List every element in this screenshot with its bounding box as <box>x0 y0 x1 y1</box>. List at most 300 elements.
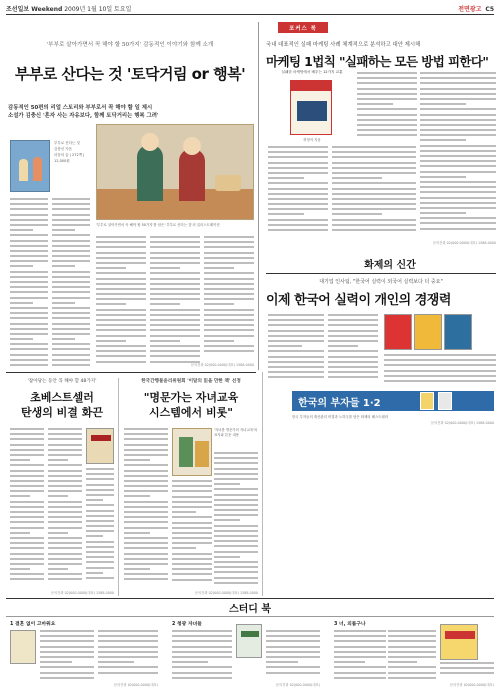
text-line <box>172 532 212 534</box>
text-line <box>172 480 212 482</box>
text-line <box>357 129 417 131</box>
text-line <box>124 501 168 503</box>
text-line <box>268 172 328 174</box>
text-line <box>172 573 212 575</box>
text-line <box>98 646 158 648</box>
text-line <box>328 340 378 342</box>
study-item-2-body-col-1 <box>172 630 232 686</box>
text-line <box>10 568 30 570</box>
text-line <box>172 666 232 668</box>
text-line <box>10 255 48 257</box>
text-line <box>124 578 168 580</box>
text-line <box>332 224 416 226</box>
top-left-body-col-3 <box>96 236 146 368</box>
text-line <box>96 345 146 347</box>
text-line <box>124 547 168 549</box>
text-line <box>172 672 232 674</box>
hot-topic-body-col-3 <box>384 354 496 388</box>
text-line <box>268 345 302 347</box>
text-line <box>10 291 48 293</box>
text-line <box>10 281 48 283</box>
text-line <box>86 494 114 496</box>
text-line <box>388 635 436 637</box>
text-line <box>172 547 196 549</box>
text-line <box>214 530 258 532</box>
top-left-credit: 문의전화 02)000-0000(대표) 1588-0000 <box>190 363 254 367</box>
top-left-book-title: 부부로 산다는 것 <box>54 141 80 145</box>
text-line <box>420 103 466 105</box>
top-left-kicker: '부부로 살아가면서 꼭 해야 할 50가지' 감동적인 이야기와 함께 소개 <box>46 42 214 48</box>
middle-center-photo-caption: '자녀를 명문가의 자녀교육'의 표지와 본문 내용 <box>214 428 258 437</box>
top-left-headline: 부부로 산다는 것 '토닥거림 or 행복' <box>14 65 246 83</box>
text-line <box>268 151 328 153</box>
text-line <box>420 108 496 110</box>
text-line <box>266 656 320 658</box>
text-line <box>214 519 240 521</box>
text-line <box>214 525 258 527</box>
text-line <box>204 319 254 321</box>
text-line <box>204 252 254 254</box>
text-line <box>150 298 200 300</box>
middle-center-body-col-2 <box>172 480 212 588</box>
text-line <box>52 328 90 330</box>
text-line <box>52 265 75 267</box>
text-line <box>357 82 417 84</box>
text-line <box>266 646 320 648</box>
text-line <box>357 77 417 79</box>
text-line <box>204 262 254 264</box>
text-line <box>420 124 496 126</box>
top-left-body-col-2 <box>52 198 90 370</box>
text-line <box>124 490 168 492</box>
text-line <box>10 245 48 247</box>
text-line <box>96 298 146 300</box>
text-line <box>150 236 200 238</box>
text-line <box>332 156 416 158</box>
text-line <box>384 359 496 361</box>
text-line <box>10 271 48 273</box>
text-line <box>52 240 90 242</box>
study-item-2-cover <box>236 624 262 658</box>
study-item-1-title-text: 결혼 없이 고마워요 <box>15 622 56 627</box>
text-line <box>172 651 232 653</box>
study-item-3-body-col-1 <box>334 630 386 686</box>
text-line <box>10 208 48 210</box>
text-line <box>150 278 200 280</box>
text-line <box>268 335 324 337</box>
text-line <box>86 510 114 512</box>
text-line <box>124 527 168 529</box>
text-line <box>268 340 324 342</box>
text-line <box>150 303 180 305</box>
text-line <box>328 330 378 332</box>
text-line <box>150 324 200 326</box>
text-line <box>96 236 146 238</box>
text-line <box>204 236 254 238</box>
text-line <box>150 272 200 274</box>
text-line <box>52 250 90 252</box>
text-line <box>150 329 200 331</box>
text-line <box>48 537 82 539</box>
text-line <box>150 262 200 264</box>
top-left-body-col-4 <box>150 236 200 368</box>
text-line <box>86 468 114 470</box>
top-right-credit: 문의전화 02)000-0000(대표) 1588-0000 <box>432 241 496 245</box>
text-line <box>204 350 254 352</box>
text-line <box>420 150 496 152</box>
text-line <box>420 181 496 183</box>
text-line <box>52 255 90 257</box>
text-line <box>48 527 82 529</box>
text-line <box>268 162 328 164</box>
text-line <box>10 506 44 508</box>
text-line <box>96 335 146 337</box>
text-line <box>124 563 168 565</box>
text-line <box>96 278 146 280</box>
text-line <box>266 672 320 674</box>
text-line <box>96 361 146 363</box>
text-line <box>52 291 90 293</box>
text-line <box>150 340 180 342</box>
text-line <box>10 343 48 345</box>
text-line <box>10 542 44 544</box>
text-line <box>96 324 146 326</box>
text-line <box>266 661 298 663</box>
text-line <box>150 335 200 337</box>
text-line <box>334 646 386 648</box>
text-line <box>52 260 90 262</box>
text-line <box>328 361 378 363</box>
text-line <box>440 672 494 674</box>
text-line <box>440 667 494 669</box>
text-line <box>150 345 200 347</box>
text-line <box>124 454 168 456</box>
text-line <box>10 364 48 366</box>
text-line <box>124 459 150 461</box>
text-line <box>172 496 212 498</box>
text-line <box>124 433 168 435</box>
banner-title: 한국의 부자들 1·2 <box>298 397 381 409</box>
text-line <box>86 551 114 553</box>
text-line <box>48 433 82 435</box>
text-line <box>357 93 417 95</box>
text-line <box>328 345 358 347</box>
study-item-2-title-text: 청광 자녀들 <box>177 622 202 627</box>
text-line <box>52 271 90 273</box>
text-line <box>124 428 168 430</box>
text-line <box>10 198 48 200</box>
text-line <box>124 537 168 539</box>
text-line <box>268 324 324 326</box>
text-line <box>328 376 378 378</box>
text-line <box>10 444 44 446</box>
text-line <box>98 672 158 674</box>
top-right-body-col-1 <box>357 72 417 142</box>
text-line <box>172 527 212 529</box>
text-line <box>10 547 44 549</box>
text-line <box>96 319 146 321</box>
text-line <box>420 217 496 219</box>
text-line <box>332 203 416 205</box>
study-item-3-cover <box>440 624 478 660</box>
text-line <box>150 293 200 295</box>
middle-left-body-col-2 <box>48 428 82 588</box>
text-line <box>150 319 200 321</box>
text-line <box>204 335 254 337</box>
text-line <box>214 457 258 459</box>
text-line <box>52 214 90 216</box>
text-line <box>204 329 254 331</box>
text-line <box>150 355 200 357</box>
text-line <box>268 356 324 358</box>
text-line <box>10 224 48 226</box>
text-line <box>52 302 75 304</box>
korean-book-cover-2 <box>414 314 442 350</box>
text-line <box>268 330 324 332</box>
text-line <box>124 470 168 472</box>
text-line <box>268 213 304 215</box>
text-line <box>10 214 48 216</box>
text-line <box>10 501 44 503</box>
text-line <box>10 240 48 242</box>
text-line <box>214 545 258 547</box>
text-line <box>40 672 94 674</box>
top-right-book-author: 허영석 지음 <box>303 138 321 142</box>
text-line <box>98 656 158 658</box>
text-line <box>124 553 168 555</box>
text-line <box>86 541 114 543</box>
text-line <box>268 208 328 210</box>
text-line <box>357 124 417 126</box>
text-line <box>384 380 496 382</box>
middle-left-credit: 문의전화 02)000-0000(대표) 1588-0000 <box>50 591 114 595</box>
text-line <box>52 245 90 247</box>
text-line <box>48 475 82 477</box>
text-line <box>96 340 126 342</box>
text-line <box>214 488 258 490</box>
text-line <box>52 234 90 236</box>
text-line <box>86 525 114 527</box>
top-left-subhead: 감동적인 50편의 리얼 스토리와 부부로서 꼭 해야 할 일 제시 소설가 김충신 '혼자 사는 자유보다, 함께 토닥거리는 행복 그려' <box>8 105 159 119</box>
text-line <box>268 198 328 200</box>
text-line <box>124 475 168 477</box>
text-line <box>204 283 254 285</box>
text-line <box>40 661 72 663</box>
text-line <box>10 328 48 330</box>
text-line <box>10 286 48 288</box>
text-line <box>150 350 200 352</box>
study-item-1-body-col-1 <box>40 630 94 686</box>
text-line <box>10 348 48 350</box>
text-line <box>86 567 114 569</box>
text-line <box>150 283 200 285</box>
text-line <box>420 222 496 224</box>
text-line <box>214 468 258 470</box>
text-line <box>328 335 378 337</box>
text-line <box>172 516 212 518</box>
text-line <box>124 438 168 440</box>
text-line <box>440 662 494 664</box>
middle-center-body-col-1 <box>124 428 168 588</box>
marketing-book-cover <box>290 80 332 135</box>
text-line <box>420 134 496 136</box>
text-line <box>48 449 82 451</box>
text-line <box>96 350 146 352</box>
text-line <box>124 449 168 451</box>
text-line <box>10 459 30 461</box>
text-line <box>388 672 436 674</box>
text-line <box>124 558 168 560</box>
middle-center-body-col-3 <box>214 452 258 588</box>
text-line <box>10 312 48 314</box>
education-book-photo <box>172 428 212 476</box>
text-line <box>172 656 232 658</box>
top-right-book-title: 실패한 마케팅에서 배우는 12가지 교훈 <box>281 70 343 74</box>
section-rule <box>6 372 256 373</box>
text-line <box>172 542 212 544</box>
text-line <box>48 454 82 456</box>
text-line <box>268 219 328 221</box>
text-line <box>268 376 324 378</box>
text-line <box>150 241 200 243</box>
text-line <box>10 297 48 299</box>
text-line <box>204 324 254 326</box>
text-line <box>268 188 328 190</box>
text-line <box>204 293 254 295</box>
text-line <box>172 485 212 487</box>
top-right-body-col-2 <box>268 146 328 238</box>
top-right-headline: 마케팅 1법칙 "실패하는 모든 방법 피한다" <box>266 54 489 68</box>
text-line <box>357 134 417 136</box>
text-line <box>384 354 496 356</box>
text-line <box>10 485 44 487</box>
text-line <box>10 527 44 529</box>
text-line <box>52 333 90 335</box>
study-item-3-number: 3 <box>334 622 338 627</box>
text-line <box>86 546 114 548</box>
text-line <box>10 428 44 430</box>
study-item-1-cover <box>10 630 36 664</box>
text-line <box>214 509 258 511</box>
text-line <box>204 298 254 300</box>
hot-topic-credit: 문의전화 02)000-0000(대표) 1588-0000 <box>430 421 494 425</box>
text-line <box>10 433 44 435</box>
rich-korea-banner <box>292 391 494 411</box>
text-line <box>357 114 417 116</box>
text-line <box>172 630 232 632</box>
text-line <box>96 314 146 316</box>
text-line <box>48 573 82 575</box>
text-line <box>266 630 320 632</box>
text-line <box>10 260 48 262</box>
text-line <box>266 666 320 668</box>
text-line <box>86 572 103 574</box>
text-line <box>384 364 496 366</box>
text-line <box>48 470 82 472</box>
text-line <box>52 317 90 319</box>
text-line <box>10 558 44 560</box>
text-line <box>40 666 94 668</box>
text-line <box>10 302 33 304</box>
text-line <box>10 317 48 319</box>
text-line <box>268 146 328 148</box>
masthead-page: C5 <box>485 6 494 13</box>
text-line <box>334 651 386 653</box>
text-line <box>86 478 114 480</box>
text-line <box>124 480 168 482</box>
text-line <box>52 276 90 278</box>
banner-tagline: 한국 부자들의 재산관리 비결과 노하우를 담은 화제의 베스트셀러 <box>292 415 388 419</box>
text-line <box>150 246 200 248</box>
text-line <box>10 454 44 456</box>
text-line <box>52 343 90 345</box>
text-line <box>124 485 168 487</box>
text-line <box>96 283 146 285</box>
text-line <box>266 651 320 653</box>
text-line <box>98 630 158 632</box>
couple-illustration <box>96 124 254 220</box>
text-line <box>388 646 436 648</box>
top-left-book-info: 마음의 숲 | 272쪽 | 12,000원 <box>54 153 85 163</box>
text-line <box>334 666 386 668</box>
study-item-2-number: 2 <box>172 622 176 627</box>
text-line <box>268 319 324 321</box>
study-item-2-body-col-2 <box>266 630 320 680</box>
text-line <box>214 577 258 579</box>
text-line <box>328 314 378 316</box>
study-item-1-title <box>10 620 160 628</box>
text-line <box>86 473 114 475</box>
text-line <box>10 537 44 539</box>
text-line <box>52 203 90 205</box>
text-line <box>48 459 68 461</box>
text-line <box>96 272 146 274</box>
text-line <box>334 635 386 637</box>
text-line <box>52 224 90 226</box>
middle-left-kicker: '잡아당는 동안 꼭 해야 할 48가지' <box>27 379 97 384</box>
text-line <box>124 506 168 508</box>
text-line <box>172 558 212 560</box>
text-line <box>328 356 378 358</box>
hot-topic-body-col-2 <box>328 314 378 384</box>
masthead-date: 2009년 1월 10일 토요일 <box>64 6 132 13</box>
text-line <box>10 265 33 267</box>
study-item-3-credit: 문의전화 02)000-0000(대표) <box>449 683 494 687</box>
top-left-body-col-5 <box>204 236 254 360</box>
text-line <box>172 506 212 508</box>
focus-book-label: 포커스 북 <box>278 22 328 33</box>
text-line <box>96 257 146 259</box>
text-line <box>96 309 146 311</box>
text-line <box>48 532 68 534</box>
banner-book-2 <box>438 392 452 410</box>
text-line <box>40 656 94 658</box>
study-book-rule-bottom <box>6 616 494 617</box>
text-line <box>204 309 254 311</box>
text-line <box>214 561 258 563</box>
middle-right-divider <box>262 372 263 596</box>
text-line <box>124 495 150 497</box>
text-line <box>96 267 126 269</box>
study-item-2-credit: 문의전화 02)000-0000(대표) <box>275 683 320 687</box>
text-line <box>384 375 496 377</box>
text-line <box>150 288 200 290</box>
text-line <box>172 646 232 648</box>
hot-topic-rule <box>266 273 496 274</box>
text-line <box>52 312 90 314</box>
text-line <box>420 72 496 74</box>
hot-topic-body-col-1 <box>268 314 324 384</box>
